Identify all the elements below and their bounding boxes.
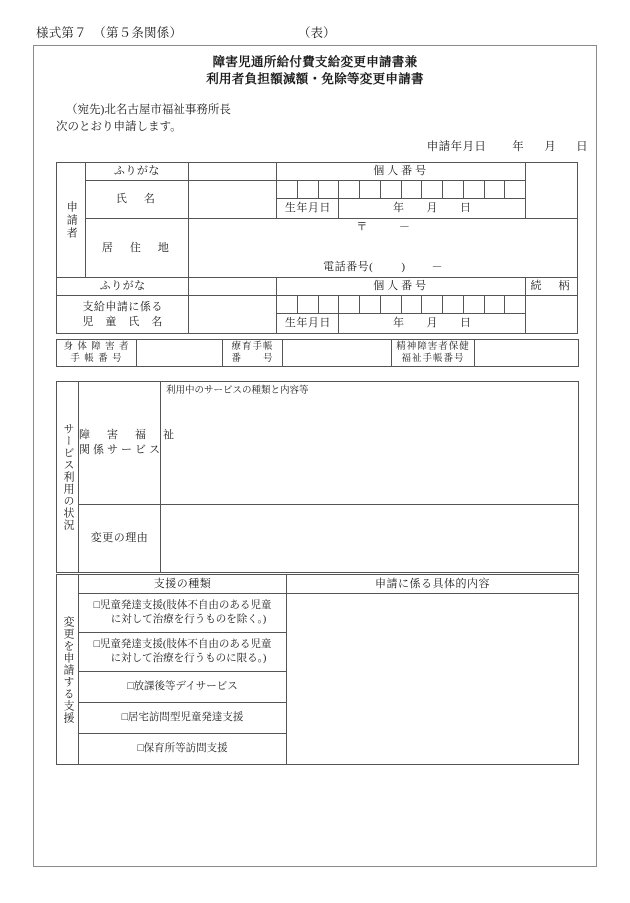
mynumber-cell[interactable] — [484, 296, 505, 314]
applicant-address-label-cell — [85, 219, 189, 278]
applicant-mynumber-label: 個人番号 — [373, 165, 430, 178]
child-relation-label-cell — [526, 278, 578, 296]
handbook-table — [56, 339, 579, 367]
applicant-furigana-input[interactable] — [189, 163, 277, 181]
mynumber-cell[interactable] — [401, 296, 422, 314]
usage-vertical-label-cell — [57, 382, 79, 573]
support-option-2[interactable] — [79, 633, 287, 672]
child-birth-month: 月 — [426, 317, 439, 330]
page-frame — [33, 45, 597, 867]
mynumber-cell[interactable] — [298, 296, 319, 314]
applicant-name-input[interactable] — [189, 181, 277, 219]
phone-label-text: 電話番号( — [323, 260, 374, 273]
mynumber-cell[interactable] — [463, 181, 484, 199]
welfare-service-label-cell — [79, 382, 177, 505]
mynumber-cell[interactable] — [298, 181, 319, 199]
physical-handbook-label-line-2: 手 帳 番 号 — [70, 354, 123, 364]
checkbox-icon[interactable]: □ — [137, 742, 144, 754]
addressee-line-2: 次のとおり申請します。 — [56, 121, 182, 133]
applicant-birth-year: 年 — [393, 202, 405, 215]
child-relation-label: 続 柄 — [530, 280, 573, 293]
support-option-2-line-1: 児童発達支援(肢体不自由のある児童 — [99, 638, 272, 650]
support-vertical-label: 変更を申請する支援 — [62, 615, 74, 724]
mynumber-cell[interactable] — [318, 296, 339, 314]
application-date-line — [427, 138, 588, 154]
table-row — [57, 163, 578, 181]
mental-handbook-label-line-2: 福祉手帳番号 — [401, 354, 465, 364]
mynumber-cell[interactable] — [380, 296, 401, 314]
applicant-vertical-label: 申請者 — [65, 200, 78, 240]
phone-dash: － — [431, 260, 443, 273]
child-birthdate-input[interactable] — [339, 314, 526, 334]
ryoiku-handbook-label-line-2: 番 号 — [231, 354, 274, 364]
child-furigana-input[interactable] — [189, 278, 277, 296]
ryoiku-handbook-label-cell — [223, 340, 283, 367]
child-birthdate-label: 生年月日 — [284, 317, 331, 330]
applicant-name-label: 氏 名 — [115, 193, 158, 206]
child-birth-day: 日 — [460, 317, 472, 330]
checkbox-icon[interactable]: □ — [127, 680, 134, 692]
table-row — [57, 278, 578, 296]
mynumber-cell[interactable] — [360, 181, 381, 199]
mynumber-cell[interactable] — [484, 181, 505, 199]
checkbox-icon[interactable]: □ — [93, 599, 100, 611]
change-reason-input[interactable] — [161, 505, 579, 573]
table-row — [57, 575, 579, 594]
application-date-year: 年 — [512, 141, 525, 153]
child-furigana-label: ふりがな — [99, 280, 146, 293]
mynumber-cell[interactable] — [318, 181, 339, 199]
mynumber-cell[interactable] — [277, 296, 298, 314]
form-number: 様式第７ （第５条関係） — [36, 26, 183, 40]
title-line-2: 利用者負担額減額・免除等変更申請書 — [206, 72, 424, 86]
mental-handbook-label-line-1: 精神障害者保健 — [396, 341, 470, 352]
applicant-phone-cell[interactable] — [189, 257, 578, 278]
mynumber-cell[interactable] — [463, 296, 484, 314]
physical-handbook-label-cell — [57, 340, 137, 367]
welfare-service-note: 利用中のサービスの種類と内容等 — [166, 386, 309, 396]
child-mynumber-label: 個人番号 — [373, 280, 430, 293]
table-row — [57, 340, 579, 367]
application-date-month: 月 — [544, 141, 557, 153]
applicant-vertical-label-cell — [57, 163, 86, 278]
mynumber-cell[interactable] — [360, 296, 381, 314]
mynumber-cell[interactable] — [380, 181, 401, 199]
child-name-input[interactable] — [189, 296, 277, 334]
support-option-1-line-1: 児童発達支援(肢体不自由のある児童 — [99, 599, 272, 611]
mynumber-cell[interactable] — [339, 296, 360, 314]
applicant-table — [56, 162, 578, 334]
support-detail-header — [287, 575, 579, 594]
applicant-mynumber-label-cell — [277, 163, 526, 181]
mynumber-cell[interactable] — [422, 296, 443, 314]
applicant-address-input[interactable] — [189, 235, 578, 257]
checkbox-icon[interactable]: □ — [121, 711, 128, 723]
child-relation-input[interactable] — [526, 296, 578, 334]
applicant-postal-row[interactable] — [189, 219, 578, 236]
table-row — [57, 505, 579, 573]
ryoiku-handbook-input[interactable] — [283, 340, 392, 367]
physical-handbook-label-line-1: 身 体 障 害 者 — [63, 341, 130, 352]
applicant-spacer-cell — [526, 163, 578, 219]
physical-handbook-input[interactable] — [137, 340, 223, 367]
service-usage-table — [56, 381, 579, 573]
document-header — [36, 24, 596, 42]
table-row — [57, 594, 579, 633]
support-vertical-label-cell — [57, 575, 79, 765]
postal-mark-icon: 〒 — [356, 220, 368, 233]
application-date-day: 日 — [576, 141, 588, 153]
support-option-4[interactable] — [79, 703, 287, 734]
child-name-label-line-1: 支給申請に係る — [82, 300, 163, 313]
mynumber-cell[interactable] — [401, 181, 422, 199]
welfare-service-input[interactable] — [161, 382, 579, 505]
applicant-birthdate-label: 生年月日 — [284, 202, 331, 215]
checkbox-icon[interactable]: □ — [93, 638, 100, 650]
mynumber-cell[interactable] — [277, 181, 298, 199]
support-detail-header-label: 申請に係る具体的内容 — [375, 577, 490, 590]
support-option-3[interactable] — [79, 672, 287, 703]
table-row — [57, 296, 578, 314]
support-option-1[interactable] — [79, 594, 287, 633]
application-date-label: 申請年月日 — [426, 141, 487, 153]
change-reason-label: 変更の理由 — [90, 532, 149, 545]
mynumber-cell[interactable] — [505, 296, 526, 314]
ryoiku-handbook-label-line-1: 療育手帳 — [231, 341, 274, 352]
applicant-address-label: 居 住 地 — [101, 241, 172, 254]
support-option-1-line-2: に対して治療を行うものを除く。) — [110, 614, 267, 625]
mental-handbook-input[interactable] — [475, 340, 579, 367]
addressee-line-1: （宛先)北名古屋市福祉事務所長 — [66, 104, 231, 116]
applicant-birthdate-label-cell — [277, 199, 339, 219]
mynumber-cell[interactable] — [339, 181, 360, 199]
support-option-4-line-1: 居宅訪問型児童発達支援 — [127, 711, 244, 723]
usage-vertical-label: サービス利用の状況 — [62, 423, 74, 531]
support-option-5[interactable] — [79, 734, 287, 765]
support-option-2-line-2: に対して治療を行うものに限る。) — [110, 653, 267, 664]
applicant-birth-day: 日 — [460, 202, 472, 215]
table-row — [57, 382, 579, 505]
mynumber-cell[interactable] — [443, 181, 464, 199]
child-name-label-line-2: 児 童 氏 名 — [82, 315, 163, 328]
child-mynumber-label-cell — [277, 278, 526, 296]
postal-dash: － — [398, 220, 410, 233]
applicant-birth-ymd — [393, 202, 472, 214]
child-birth-year: 年 — [393, 317, 405, 330]
applicant-furigana-label: ふりがな — [113, 165, 160, 178]
support-type-header — [79, 575, 287, 594]
mynumber-cell[interactable] — [505, 181, 526, 199]
page-title — [34, 54, 596, 88]
support-type-table — [56, 574, 579, 765]
welfare-service-label-line-2: 関係サービス — [79, 444, 163, 456]
phone-close-paren: ) — [401, 260, 406, 273]
table-row — [57, 219, 578, 236]
applicant-name-label-cell — [85, 181, 189, 219]
addressee-block — [56, 102, 231, 136]
child-birth-ymd — [393, 317, 472, 329]
child-name-label-cell — [57, 296, 189, 334]
child-birthdate-label-cell — [277, 314, 339, 334]
applicant-phone-label — [323, 261, 443, 273]
title-line-1: 障害児通所給付費支給変更申請書兼 — [212, 55, 418, 69]
applicant-furigana-label-cell — [85, 163, 189, 181]
support-detail-input[interactable] — [287, 594, 579, 765]
side-marker: （表） — [298, 26, 336, 40]
child-furigana-label-cell — [57, 278, 189, 296]
mynumber-cell[interactable] — [443, 296, 464, 314]
mynumber-cell[interactable] — [422, 181, 443, 199]
support-option-5-line-1: 保育所等訪問支援 — [143, 742, 228, 754]
table-row — [57, 181, 578, 199]
applicant-birth-month: 月 — [426, 202, 439, 215]
support-option-3-line-1: 放課後等デイサービス — [133, 680, 238, 692]
mental-handbook-label-cell — [392, 340, 475, 367]
welfare-service-label-line-1: 障 害 福 祉 — [79, 429, 177, 442]
change-reason-label-cell — [79, 505, 161, 573]
applicant-birthdate-input[interactable] — [339, 199, 526, 219]
support-type-header-label: 支援の種類 — [153, 577, 212, 590]
